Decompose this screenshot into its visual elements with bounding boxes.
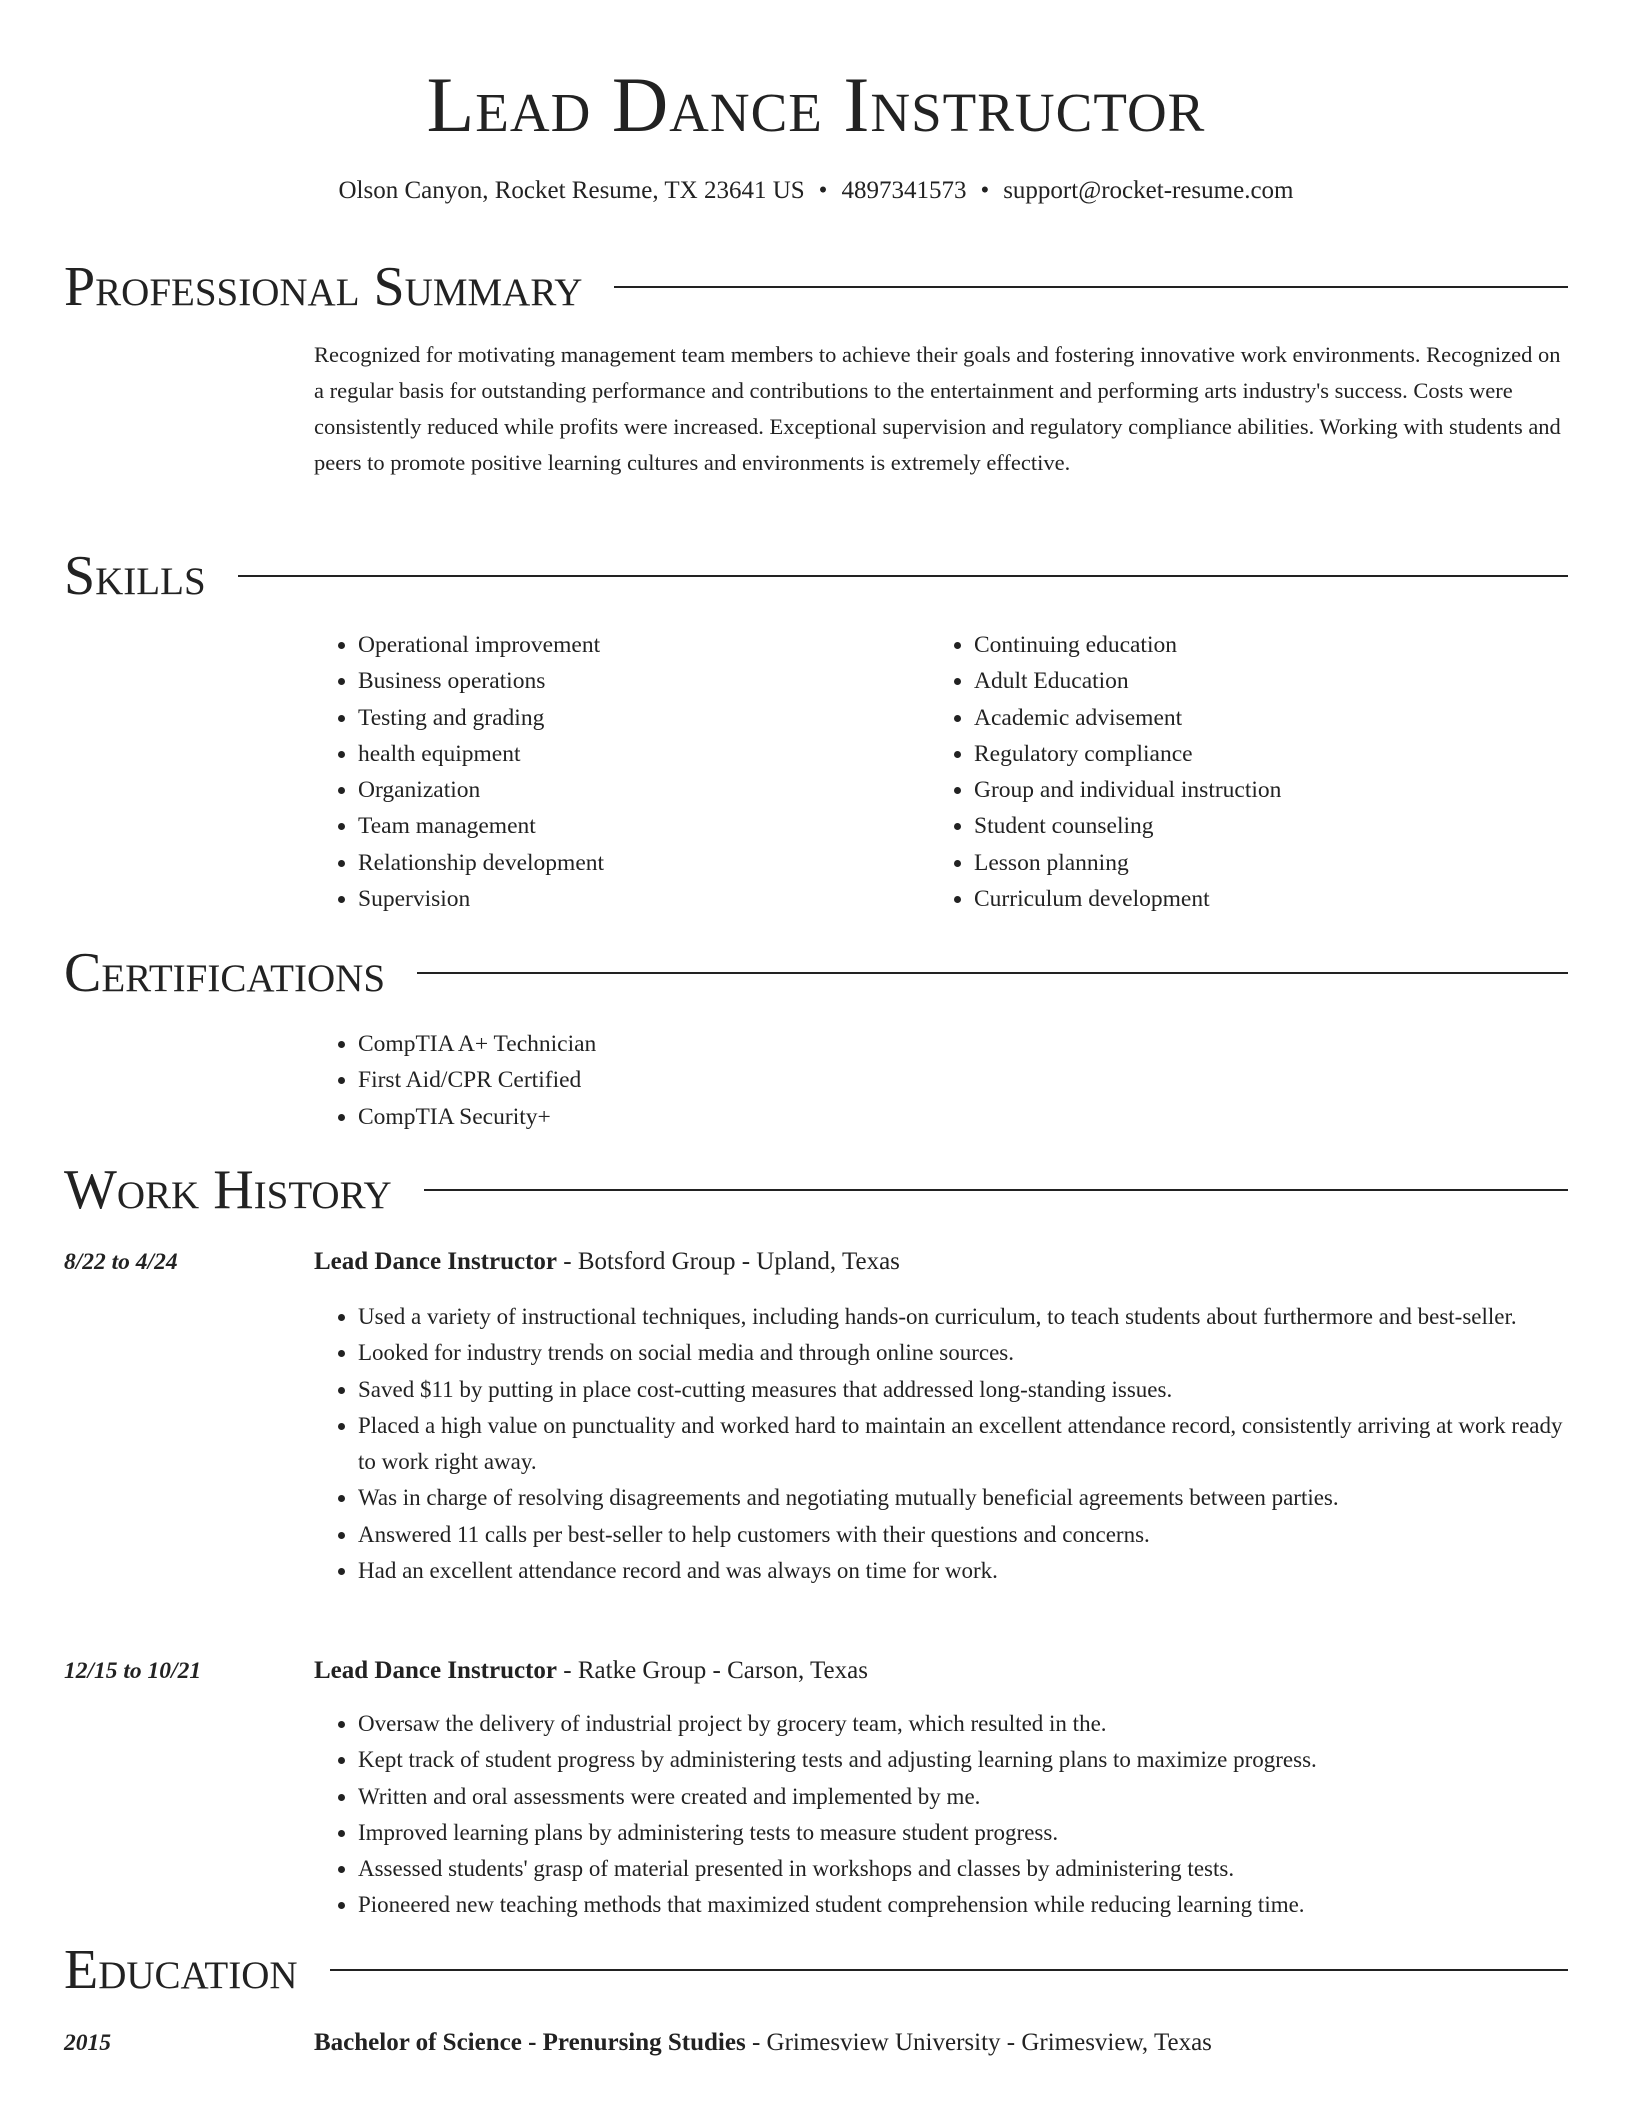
job-bullet: • Assessed students' grasp of material presented in workshops and classes by administering tests.	[358, 1851, 1568, 1887]
skill-item: • Curriculum development	[974, 881, 1530, 917]
education-line	[314, 2025, 1568, 2061]
job-bullet: • Kept track of student progress by administering tests and adjusting learning plans to maximize progress.	[358, 1742, 1568, 1778]
resume-name: Lead Dance Instructor	[426, 61, 1206, 148]
contact-email: support@rocket-resume.com	[1003, 177, 1294, 204]
certification-item: • CompTIA Security+	[358, 1099, 1114, 1135]
contact-line	[0, 175, 1632, 207]
job-bullet: • Written and oral assessments were created and implemented by me.	[358, 1779, 1568, 1815]
contact-address: Olson Canyon, Rocket Resume, TX 23641 US	[338, 177, 805, 204]
job-role: Lead Dance Instructor	[314, 1657, 558, 1684]
work-history-section-header	[64, 1155, 1568, 1225]
job-bullet: • Used a variety of instructional techniques, including hands-on curriculum, to teach students about furthermore and best-seller.	[358, 1299, 1568, 1335]
job-dates: 12/15 to 10/21	[64, 1658, 202, 1684]
summary-section-title: Professional Summary	[64, 256, 583, 318]
contact-separator: •	[980, 177, 990, 204]
job-role: Lead Dance Instructor	[314, 1248, 558, 1275]
skill-item: • Regulatory compliance	[974, 736, 1530, 772]
job-title-line	[314, 1653, 1568, 1689]
job-bullet: • Saved $11 by putting in place cost-cutting measures that addressed long-standing issues.	[358, 1372, 1568, 1408]
education-degree: Bachelor of Science - Prenursing Studies	[314, 2029, 746, 2056]
contact-separator: •	[818, 177, 828, 204]
section-divider	[614, 286, 1568, 288]
skill-item: • Relationship development	[358, 845, 894, 881]
skill-item: • Business operations	[358, 663, 894, 699]
education-year: 2015	[64, 2030, 111, 2056]
job-employer: - Botsford Group - Upland, Texas	[557, 1248, 900, 1275]
job-title-line	[314, 1244, 1568, 1280]
job-bullet: • Was in charge of resolving disagreements and negotiating mutually beneficial agreements between parties.	[358, 1480, 1568, 1516]
section-divider	[330, 1969, 1568, 1971]
skill-item: • Lesson planning	[974, 845, 1530, 881]
skill-item: • health equipment	[358, 736, 894, 772]
job-bullet: • Looked for industry trends on social media and through online sources.	[358, 1335, 1568, 1371]
section-divider	[238, 575, 1568, 577]
job-bullet: • Oversaw the delivery of industrial project by grocery team, which resulted in the.	[358, 1706, 1568, 1742]
work-history-section-title: Work History	[64, 1159, 392, 1221]
education-section-title: Education	[64, 1939, 298, 2001]
skill-item: • Testing and grading	[358, 700, 894, 736]
section-divider	[417, 972, 1568, 974]
job-bullet: • Pioneered new teaching methods that maximized student comprehension while reducing learning time.	[358, 1887, 1568, 1923]
job-bullets	[314, 1299, 1568, 1589]
skills-section-title: Skills	[64, 545, 206, 607]
certification-item: • CompTIA A+ Technician	[358, 1026, 1114, 1062]
skill-item: • Team management	[358, 808, 894, 844]
education-school: - Grimesview University - Grimesview, Texas	[745, 2029, 1212, 2056]
job-employer: - Ratke Group - Carson, Texas	[557, 1657, 868, 1684]
contact-phone: 4897341573	[841, 177, 967, 204]
skill-item: • Academic advisement	[974, 700, 1530, 736]
skills-section-header	[64, 541, 1568, 611]
section-divider	[424, 1189, 1568, 1191]
job-dates: 8/22 to 4/24	[64, 1249, 178, 1275]
skill-item: • Organization	[358, 772, 894, 808]
skill-item: • Student counseling	[974, 808, 1530, 844]
skill-item: • Adult Education	[974, 663, 1530, 699]
job-bullets	[314, 1706, 1568, 1924]
certifications-section-title: Certifications	[64, 942, 386, 1004]
job-bullet: • Had an excellent attendance record and was always on time for work.	[358, 1553, 1568, 1589]
skills-list-left	[314, 627, 894, 917]
education-section-header	[64, 1935, 1568, 2005]
certifications-list	[314, 1026, 1114, 1135]
job-bullet: • Placed a high value on punctuality and worked hard to maintain an excellent attendance record, consistently arriving at work ready to work right away.	[358, 1408, 1568, 1481]
job-bullet: • Improved learning plans by administering tests to measure student progress.	[358, 1815, 1568, 1851]
summary-text: Recognized for motivating management team members to achieve their goals and fostering innovative work environments. Recognized on a regular basis for outstanding performance and contributions to the entertainment and performing arts industry's success. Costs were consistently reduced while profits were increased. Exceptional supervision and regulatory compliance abilities. Working with students and peers to promote positive learning cultures and environments is extremely effective.	[314, 342, 1561, 475]
certifications-section-header	[64, 938, 1568, 1008]
certification-item: • First Aid/CPR Certified	[358, 1062, 1114, 1098]
skill-item: • Supervision	[358, 881, 894, 917]
skill-item: • Group and individual instruction	[974, 772, 1530, 808]
skill-item: • Operational improvement	[358, 627, 894, 663]
summary-section-header	[64, 252, 1568, 322]
skill-item: • Continuing education	[974, 627, 1530, 663]
job-bullet: • Answered 11 calls per best-seller to help customers with their questions and concerns.	[358, 1517, 1568, 1553]
skills-list-right	[930, 627, 1530, 917]
